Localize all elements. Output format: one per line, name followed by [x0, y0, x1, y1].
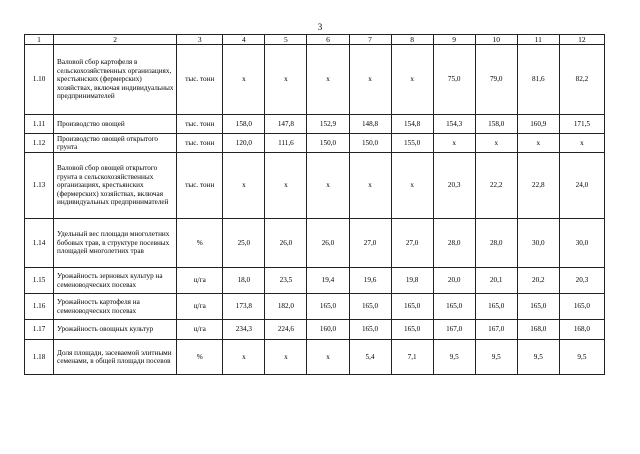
- value-cell: 173,8: [223, 294, 265, 320]
- value-cell: 9,5: [433, 340, 475, 375]
- value-cell: x: [265, 153, 307, 219]
- value-cell: 158,0: [475, 115, 517, 134]
- row-number: 1.12: [25, 134, 54, 153]
- value-cell: x: [559, 134, 604, 153]
- unit-cell: ц/га: [177, 268, 223, 294]
- value-cell: x: [517, 134, 559, 153]
- indicator-description: Доля площади, засеваемой элитными семенами, в общей площади посевов: [54, 340, 177, 375]
- value-cell: 22,2: [475, 153, 517, 219]
- value-cell: 28,0: [475, 219, 517, 268]
- value-cell: 20,3: [433, 153, 475, 219]
- value-cell: x: [391, 153, 433, 219]
- table-row: [25, 134, 605, 153]
- unit-cell: тыс. тонн: [177, 153, 223, 219]
- value-cell: 165,0: [475, 294, 517, 320]
- value-cell: 155,0: [391, 134, 433, 153]
- value-cell: 168,0: [517, 320, 559, 340]
- value-cell: 20,2: [517, 268, 559, 294]
- value-cell: x: [223, 45, 265, 115]
- value-cell: 165,0: [307, 294, 349, 320]
- value-cell: 82,2: [559, 45, 604, 115]
- value-cell: x: [307, 340, 349, 375]
- table-row: [25, 340, 605, 375]
- value-cell: 147,8: [265, 115, 307, 134]
- column-header: 11: [517, 35, 559, 45]
- value-cell: 111,6: [265, 134, 307, 153]
- value-cell: 9,5: [559, 340, 604, 375]
- row-number: 1.13: [25, 153, 54, 219]
- value-cell: 165,0: [559, 294, 604, 320]
- indicator-description: Удельный вес площади многолетних бобовых трав, в структуре посевных площадей многолетних трав: [54, 219, 177, 268]
- value-cell: 158,0: [223, 115, 265, 134]
- unit-cell: тыс. тонн: [177, 45, 223, 115]
- column-header: 2: [54, 35, 177, 45]
- value-cell: 165,0: [433, 294, 475, 320]
- value-cell: 182,0: [265, 294, 307, 320]
- value-cell: 20,0: [433, 268, 475, 294]
- value-cell: 165,0: [391, 320, 433, 340]
- value-cell: 171,5: [559, 115, 604, 134]
- value-cell: 25,0: [223, 219, 265, 268]
- column-header: 7: [349, 35, 391, 45]
- value-cell: 23,5: [265, 268, 307, 294]
- value-cell: x: [391, 45, 433, 115]
- unit-cell: ц/га: [177, 320, 223, 340]
- row-number: 1.17: [25, 320, 54, 340]
- value-cell: 26,0: [307, 219, 349, 268]
- indicators-table: [24, 34, 605, 375]
- value-cell: 27,0: [349, 219, 391, 268]
- unit-cell: %: [177, 340, 223, 375]
- value-cell: 234,3: [223, 320, 265, 340]
- value-cell: 167,0: [475, 320, 517, 340]
- row-number: 1.18: [25, 340, 54, 375]
- column-header: 12: [559, 35, 604, 45]
- value-cell: x: [433, 134, 475, 153]
- value-cell: 19,6: [349, 268, 391, 294]
- value-cell: 224,6: [265, 320, 307, 340]
- row-number: 1.10: [25, 45, 54, 115]
- value-cell: x: [475, 134, 517, 153]
- value-cell: 7,1: [391, 340, 433, 375]
- value-cell: 81,6: [517, 45, 559, 115]
- column-header: 9: [433, 35, 475, 45]
- value-cell: 148,8: [349, 115, 391, 134]
- value-cell: 5,4: [349, 340, 391, 375]
- value-cell: 168,0: [559, 320, 604, 340]
- column-header: 5: [265, 35, 307, 45]
- table-row: [25, 45, 605, 115]
- value-cell: 167,0: [433, 320, 475, 340]
- column-header: 8: [391, 35, 433, 45]
- value-cell: 27,0: [391, 219, 433, 268]
- indicator-description: Урожайность картофеля на семеноводческих посевах: [54, 294, 177, 320]
- value-cell: 165,0: [517, 294, 559, 320]
- row-number: 1.15: [25, 268, 54, 294]
- indicator-description: Валовой сбор картофеля в сельскохозяйственных организациях, крестьянских (фермерских) хозяйствах, включая индивидуальных предпринимателей: [54, 45, 177, 115]
- unit-cell: тыс. тонн: [177, 115, 223, 134]
- value-cell: 30,0: [559, 219, 604, 268]
- value-cell: 160,9: [517, 115, 559, 134]
- value-cell: 150,0: [349, 134, 391, 153]
- table-row: [25, 115, 605, 134]
- value-cell: 9,5: [475, 340, 517, 375]
- indicator-description: Производство овощей: [54, 115, 177, 134]
- value-cell: x: [265, 45, 307, 115]
- value-cell: 154,3: [433, 115, 475, 134]
- value-cell: 160,0: [307, 320, 349, 340]
- table-row: [25, 320, 605, 340]
- table-row: [25, 268, 605, 294]
- column-header: 1: [25, 35, 54, 45]
- value-cell: 150,0: [307, 134, 349, 153]
- value-cell: x: [349, 45, 391, 115]
- value-cell: 120,0: [223, 134, 265, 153]
- row-number: 1.16: [25, 294, 54, 320]
- value-cell: 18,0: [223, 268, 265, 294]
- value-cell: 28,0: [433, 219, 475, 268]
- value-cell: 165,0: [391, 294, 433, 320]
- indicator-description: Производство овощей открытого грунта: [54, 134, 177, 153]
- table-row: [25, 294, 605, 320]
- value-cell: x: [265, 340, 307, 375]
- value-cell: 20,3: [559, 268, 604, 294]
- value-cell: x: [307, 45, 349, 115]
- value-cell: 26,0: [265, 219, 307, 268]
- indicator-description: Валовой сбор овощей открытого грунта в сельскохозяйственных организациях, крестьянских (фермерских) хозяйствах, включая индивидуальных предпринимателей: [54, 153, 177, 219]
- value-cell: x: [223, 153, 265, 219]
- column-header: 6: [307, 35, 349, 45]
- indicator-description: Урожайность зерновых культур на семеноводческих посевах: [54, 268, 177, 294]
- value-cell: 79,0: [475, 45, 517, 115]
- value-cell: 152,9: [307, 115, 349, 134]
- table-header-row: [25, 35, 605, 45]
- value-cell: 20,1: [475, 268, 517, 294]
- value-cell: x: [307, 153, 349, 219]
- value-cell: x: [349, 153, 391, 219]
- value-cell: 24,0: [559, 153, 604, 219]
- column-header: 4: [223, 35, 265, 45]
- value-cell: 22,8: [517, 153, 559, 219]
- value-cell: x: [223, 340, 265, 375]
- value-cell: 19,4: [307, 268, 349, 294]
- value-cell: 19,8: [391, 268, 433, 294]
- row-number: 1.11: [25, 115, 54, 134]
- value-cell: 165,0: [349, 320, 391, 340]
- row-number: 1.14: [25, 219, 54, 268]
- table-row: [25, 219, 605, 268]
- page-number: 3: [317, 22, 323, 32]
- table-row: [25, 153, 605, 219]
- value-cell: 30,0: [517, 219, 559, 268]
- indicator-description: Урожайность овощных культур: [54, 320, 177, 340]
- column-header: 10: [475, 35, 517, 45]
- column-header: 3: [177, 35, 223, 45]
- value-cell: 154,8: [391, 115, 433, 134]
- value-cell: 165,0: [349, 294, 391, 320]
- value-cell: 75,0: [433, 45, 475, 115]
- unit-cell: ц/га: [177, 294, 223, 320]
- unit-cell: тыс. тонн: [177, 134, 223, 153]
- value-cell: 9,5: [517, 340, 559, 375]
- unit-cell: %: [177, 219, 223, 268]
